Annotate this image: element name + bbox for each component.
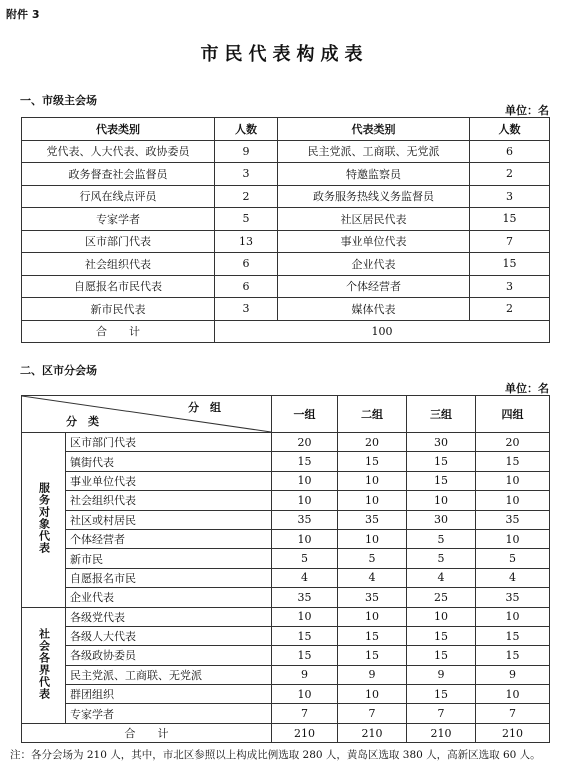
- count-cell: 2: [470, 298, 550, 321]
- count-cell: 10: [476, 471, 550, 490]
- group-label: 服务对象代表: [37, 482, 51, 555]
- count-cell: 5: [407, 549, 476, 568]
- page-title: 市民代表构成表: [200, 44, 369, 65]
- count-cell: 10: [476, 491, 550, 510]
- table-row: [22, 452, 550, 471]
- city-main-venue-table: [21, 117, 550, 343]
- table-row: [22, 230, 550, 253]
- count-cell: 35: [476, 510, 550, 529]
- total-value: 210: [272, 723, 338, 742]
- category-cell: 社区居民代表: [278, 208, 470, 231]
- count-cell: 10: [476, 529, 550, 548]
- count-cell: 7: [272, 704, 338, 723]
- section1-heading: 一、市级主会场: [20, 94, 97, 107]
- total-value: 210: [338, 723, 407, 742]
- count-cell: 10: [476, 685, 550, 704]
- count-cell: 9: [215, 140, 278, 163]
- group-label: 社会各界代表: [37, 627, 51, 700]
- count-cell: 10: [272, 685, 338, 704]
- column-header: 代表类别: [278, 118, 470, 141]
- category-cell: 镇街代表: [66, 452, 272, 471]
- column-header: 代表类别: [22, 118, 215, 141]
- count-cell: 10: [407, 491, 476, 510]
- category-cell: 民主党派、工商联、无党派: [278, 140, 470, 163]
- total-value: 210: [476, 723, 550, 742]
- count-cell: 35: [338, 510, 407, 529]
- count-cell: 15: [272, 452, 338, 471]
- category-cell: 事业单位代表: [66, 471, 272, 490]
- table-header-row: [22, 118, 550, 141]
- table-row: [22, 253, 550, 276]
- count-cell: 15: [338, 626, 407, 645]
- table-row: [22, 685, 550, 704]
- group-header: 三组: [407, 396, 476, 433]
- category-cell: 专家学者: [22, 208, 215, 231]
- count-cell: 15: [272, 646, 338, 665]
- table-header-row: [22, 396, 550, 433]
- section2-unit: 单位：名: [505, 382, 549, 395]
- table-row: [22, 510, 550, 529]
- count-cell: 25: [407, 588, 476, 607]
- count-cell: 15: [407, 452, 476, 471]
- category-cell: 各级政协委员: [66, 646, 272, 665]
- category-cell: 群团组织: [66, 685, 272, 704]
- group-header: 四组: [476, 396, 550, 433]
- count-cell: 35: [338, 588, 407, 607]
- category-cell: 自愿报名市民: [66, 568, 272, 587]
- count-cell: 9: [476, 665, 550, 684]
- section1-unit: 单位：名: [505, 104, 549, 117]
- category-cell: 个体经营者: [66, 529, 272, 548]
- count-cell: 4: [272, 568, 338, 587]
- count-cell: 13: [215, 230, 278, 253]
- count-cell: 7: [338, 704, 407, 723]
- count-cell: 20: [476, 433, 550, 452]
- table-row: [22, 665, 550, 684]
- count-cell: 15: [470, 253, 550, 276]
- category-cell: 各级人大代表: [66, 626, 272, 645]
- count-cell: 6: [470, 140, 550, 163]
- count-cell: 15: [407, 646, 476, 665]
- count-cell: 3: [215, 298, 278, 321]
- group-label-cell: [22, 607, 66, 723]
- count-cell: 4: [338, 568, 407, 587]
- table-row: [22, 185, 550, 208]
- count-cell: 20: [272, 433, 338, 452]
- category-cell: 政务服务热线义务监督员: [278, 185, 470, 208]
- diagonal-line: [22, 396, 271, 432]
- table-row: [22, 140, 550, 163]
- count-cell: 10: [272, 491, 338, 510]
- count-cell: 30: [407, 433, 476, 452]
- count-cell: 4: [476, 568, 550, 587]
- count-cell: 9: [407, 665, 476, 684]
- count-cell: 7: [470, 230, 550, 253]
- attachment-label: 附件 3: [6, 8, 40, 21]
- category-cell: 新市民代表: [22, 298, 215, 321]
- category-cell: 特邀监察员: [278, 163, 470, 186]
- count-cell: 3: [470, 185, 550, 208]
- category-cell: 党代表、人大代表、政协委员: [22, 140, 215, 163]
- count-cell: 10: [407, 607, 476, 626]
- diagonal-header-cell: [22, 396, 272, 433]
- count-cell: 5: [338, 549, 407, 568]
- table-row: [22, 433, 550, 452]
- table-row: [22, 529, 550, 548]
- count-cell: 35: [272, 510, 338, 529]
- table-row: [22, 626, 550, 645]
- count-cell: 15: [407, 471, 476, 490]
- table-row: [22, 208, 550, 231]
- table-row: [22, 704, 550, 723]
- table-row: [22, 588, 550, 607]
- count-cell: 2: [215, 185, 278, 208]
- table-row: [22, 568, 550, 587]
- count-cell: 15: [407, 626, 476, 645]
- table-row: [22, 646, 550, 665]
- count-cell: 4: [407, 568, 476, 587]
- table-row: [22, 163, 550, 186]
- category-cell: 新市民: [66, 549, 272, 568]
- category-cell: 个体经营者: [278, 275, 470, 298]
- count-cell: 7: [407, 704, 476, 723]
- category-cell: 各级党代表: [66, 607, 272, 626]
- group-label-cell: [22, 433, 66, 608]
- count-cell: 5: [215, 208, 278, 231]
- table-row: [22, 607, 550, 626]
- group-header: 二组: [338, 396, 407, 433]
- category-cell: 媒体代表: [278, 298, 470, 321]
- total-value: 100: [215, 320, 550, 343]
- count-cell: 15: [470, 208, 550, 231]
- category-cell: 区市部门代表: [22, 230, 215, 253]
- table-row: [22, 471, 550, 490]
- count-cell: 2: [470, 163, 550, 186]
- count-cell: 10: [338, 491, 407, 510]
- total-row: [22, 723, 550, 742]
- count-cell: 15: [272, 626, 338, 645]
- count-cell: 10: [272, 471, 338, 490]
- count-cell: 35: [272, 588, 338, 607]
- count-cell: 7: [476, 704, 550, 723]
- table-row: [22, 275, 550, 298]
- count-cell: 15: [338, 452, 407, 471]
- count-cell: 10: [338, 529, 407, 548]
- category-cell: 社区或村居民: [66, 510, 272, 529]
- column-header: 人数: [470, 118, 550, 141]
- diag-bottom-label: 分 类: [66, 415, 99, 428]
- count-cell: 9: [272, 665, 338, 684]
- count-cell: 6: [215, 275, 278, 298]
- category-cell: 专家学者: [66, 704, 272, 723]
- total-value: 210: [407, 723, 476, 742]
- category-cell: 行风在线点评员: [22, 185, 215, 208]
- count-cell: 10: [476, 607, 550, 626]
- category-cell: 民主党派、工商联、无党派: [66, 665, 272, 684]
- count-cell: 10: [272, 607, 338, 626]
- count-cell: 3: [470, 275, 550, 298]
- category-cell: 事业单位代表: [278, 230, 470, 253]
- total-label: 合 计: [22, 320, 215, 343]
- category-cell: 政务督查社会监督员: [22, 163, 215, 186]
- count-cell: 5: [272, 549, 338, 568]
- diag-top-label: 分 组: [188, 401, 221, 414]
- count-cell: 15: [407, 685, 476, 704]
- category-cell: 企业代表: [278, 253, 470, 276]
- total-row: [22, 320, 550, 343]
- count-cell: 30: [407, 510, 476, 529]
- section2-heading: 二、区市分会场: [20, 364, 97, 377]
- category-cell: 区市部门代表: [66, 433, 272, 452]
- count-cell: 3: [215, 163, 278, 186]
- group-header: 一组: [272, 396, 338, 433]
- category-cell: 自愿报名市民代表: [22, 275, 215, 298]
- count-cell: 15: [476, 646, 550, 665]
- table-row: [22, 491, 550, 510]
- table-row: [22, 298, 550, 321]
- count-cell: 10: [338, 685, 407, 704]
- count-cell: 15: [476, 626, 550, 645]
- count-cell: 5: [407, 529, 476, 548]
- count-cell: 20: [338, 433, 407, 452]
- count-cell: 15: [476, 452, 550, 471]
- count-cell: 10: [338, 607, 407, 626]
- total-label: 合 计: [22, 723, 272, 742]
- table-row: [22, 549, 550, 568]
- column-header: 人数: [215, 118, 278, 141]
- count-cell: 5: [476, 549, 550, 568]
- count-cell: 6: [215, 253, 278, 276]
- count-cell: 35: [476, 588, 550, 607]
- category-cell: 社会组织代表: [22, 253, 215, 276]
- count-cell: 10: [338, 471, 407, 490]
- category-cell: 社会组织代表: [66, 491, 272, 510]
- category-cell: 企业代表: [66, 588, 272, 607]
- footnote: 注：各分会场为 210 人，其中，市北区参照以上构成比例选取 280 人，黄岛区选取 380 人，高新区选取 60 人。: [10, 749, 541, 761]
- count-cell: 9: [338, 665, 407, 684]
- district-branch-venue-table: [21, 395, 550, 743]
- count-cell: 10: [272, 529, 338, 548]
- count-cell: 15: [338, 646, 407, 665]
